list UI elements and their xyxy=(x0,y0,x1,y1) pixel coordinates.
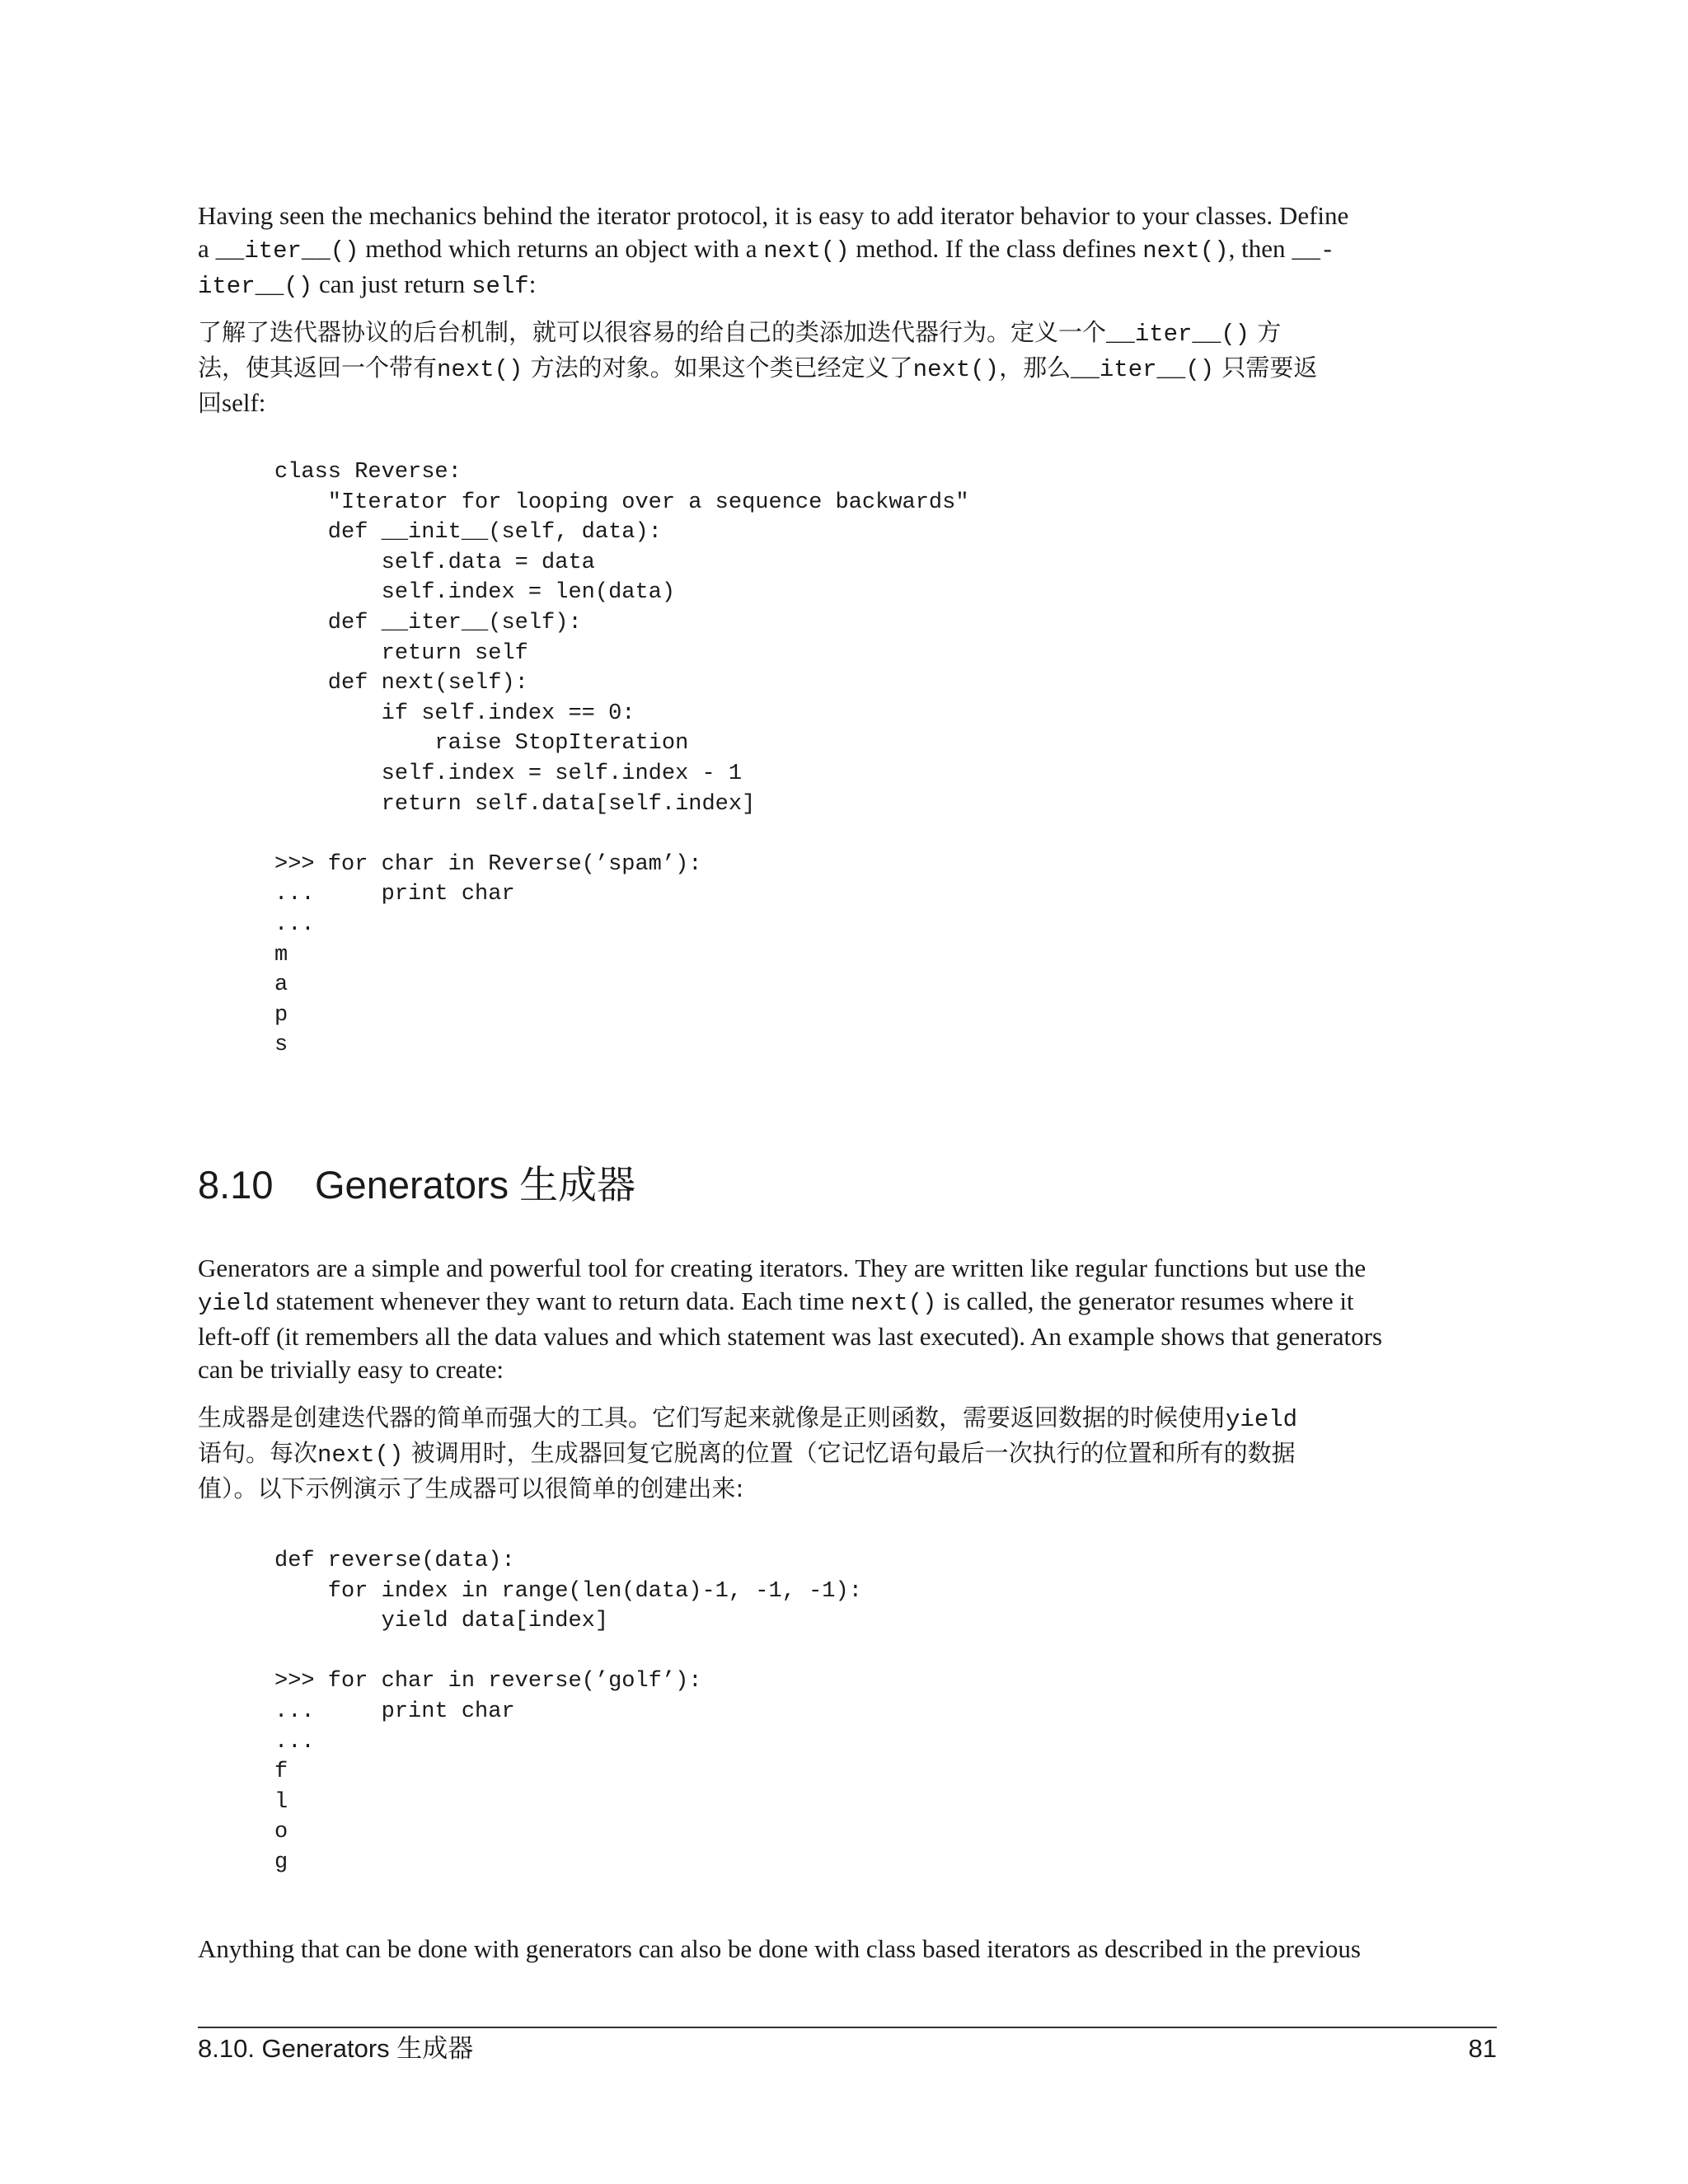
text-run: left-off (it remembers all the data values and which statement was last executed). An example shows that generators xyxy=(198,1322,1382,1351)
text-line xyxy=(198,1320,1497,1353)
chinese-text: 值）。以下示例演示了生成器可以很简单的创建出来: xyxy=(198,1474,744,1502)
text-line xyxy=(198,387,1497,419)
text-run: , then xyxy=(1228,234,1292,263)
page xyxy=(198,0,1497,2184)
inline-code: iter__() xyxy=(198,273,313,300)
chinese-text: 生成器是创建迭代器的简单而强大的工具。它们写起来就像是正则函数，需要返回数据的时候使用 xyxy=(198,1404,1226,1432)
chinese-text: 方 xyxy=(1250,318,1282,346)
chinese-text: ，那么 xyxy=(999,354,1071,382)
page-number: 81 xyxy=(1468,2034,1497,2063)
text-line xyxy=(198,268,1497,303)
text-line xyxy=(198,199,1497,232)
inline-code: next() xyxy=(437,356,523,383)
text-line xyxy=(198,1472,1497,1505)
text-run: method. If the class defines xyxy=(849,234,1143,263)
text-run: is called, the generator resumes where it xyxy=(936,1286,1354,1315)
text-line xyxy=(198,1436,1497,1472)
chinese-text: 语句。每次 xyxy=(198,1439,318,1467)
text-line xyxy=(198,316,1497,351)
section-heading xyxy=(198,1160,635,1210)
text-run: can be trivially easy to create: xyxy=(198,1355,504,1384)
inline-code: __iter__() xyxy=(215,237,359,265)
section-number: 8.10 xyxy=(198,1163,274,1207)
chinese-text: 了解了迭代器协议的后台机制，就可以很容易的给自己的类添加迭代器行为。定义一个 xyxy=(198,318,1107,346)
code-block-reverse-generator: def reverse(data): for index in range(len(data)-1, -1, -1): yield data[index] >>> for char in reverse(’golf’): ... print char ... f l o g xyxy=(274,1549,862,1875)
footer-section: 8.10. Generators 生成器 xyxy=(198,2034,474,2063)
inline-code: next() xyxy=(1142,237,1229,265)
inline-code: __iter__() xyxy=(1106,321,1250,348)
text-line xyxy=(198,351,1497,387)
text-run: a xyxy=(198,234,216,263)
closing-paragraph: Anything that can be done with generators can also be done with class based iterators as described in the previous xyxy=(198,1934,1361,1963)
inline-code: next() xyxy=(317,1441,404,1469)
inline-code: next() xyxy=(851,1290,937,1317)
text-line xyxy=(198,1285,1497,1320)
inline-code: __iter__() xyxy=(1071,356,1215,383)
code-block-reverse-class: class Reverse: "Iterator for looping over a sequence backwards" def __init__(self, data): self.data = data self.index = len(data) def __iter__(self): return self def next(self): if self.index == 0: raise StopIteration self.index = self.index - 1 return self.data[self.index] >>> for char in Reverse(’spam’): ... print char ... m a p s xyxy=(274,460,969,1058)
text-run: Generators are a simple and powerful tool for creating iterators. They are written like regular functions but use the xyxy=(198,1254,1367,1282)
intro-paragraph-zh xyxy=(198,316,1497,419)
chinese-text: 回 xyxy=(198,389,223,417)
text-line xyxy=(198,1252,1497,1285)
text-run: : xyxy=(528,269,537,298)
chinese-text: 方法的对象。如果这个类已经定义了 xyxy=(523,354,913,382)
text-line xyxy=(198,232,1497,268)
inline-code: yield xyxy=(198,1290,270,1317)
text-line xyxy=(198,1353,1497,1386)
chinese-text: 法，使其返回一个带有 xyxy=(198,354,438,382)
intro-paragraph-en xyxy=(198,199,1497,303)
inline-code: __- xyxy=(1292,237,1335,265)
chinese-text: 只需要返 xyxy=(1214,354,1318,382)
inline-code: self xyxy=(471,273,529,300)
text-run: statement whenever they want to return data. Each time xyxy=(270,1286,851,1315)
section-title: Generators 生成器 xyxy=(315,1163,636,1207)
generators-paragraph-en xyxy=(198,1252,1497,1386)
text-run: self: xyxy=(222,388,266,417)
text-line xyxy=(198,1401,1497,1436)
inline-code: yield xyxy=(1226,1406,1298,1433)
text-run: can just return xyxy=(312,269,472,298)
text-run: Having seen the mechanics behind the iterator protocol, it is easy to add iterator behavior to your classes. Define xyxy=(198,201,1349,230)
footer-rule xyxy=(198,2027,1497,2028)
chinese-text: 被调用时，生成器回复它脱离的位置（它记忆语句最后一次执行的位置和所有的数据 xyxy=(403,1439,1296,1467)
text-run: method which returns an object with a xyxy=(359,234,764,263)
generators-paragraph-zh xyxy=(198,1401,1497,1505)
inline-code: next() xyxy=(912,356,1000,383)
inline-code: next() xyxy=(763,237,850,265)
